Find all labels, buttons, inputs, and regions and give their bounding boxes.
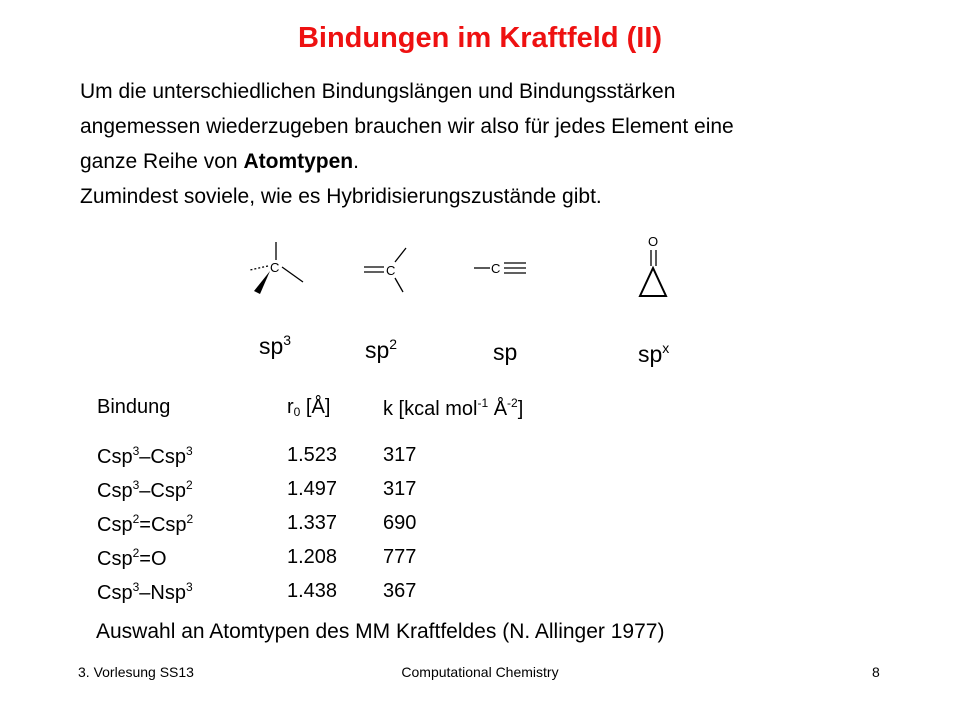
intro-line-3-post: . — [353, 150, 359, 173]
row-r0: 1.208 — [287, 546, 338, 568]
header-bond: Bindung — [97, 396, 171, 418]
slide-title: Bindungen im Kraftfeld (II) — [297, 22, 663, 54]
row-k: 690 — [383, 512, 417, 534]
intro-line-1: Um die unterschiedlichen Bindungslängen und Bindungsstärken — [80, 80, 676, 103]
intro-line-3 — [80, 144, 900, 179]
intro-line-4: Zumindest soviele, wie es Hybridisierungszustände gibt. — [80, 185, 602, 208]
row-r0: 1.438 — [287, 580, 338, 602]
sp2-atom-label: C — [386, 263, 396, 278]
sp2-carbon-structure — [360, 244, 414, 296]
row-r0: 1.523 — [287, 444, 338, 466]
row-r0: 1.337 — [287, 512, 338, 534]
row-k: 317 — [383, 478, 417, 500]
row-bond: Csp$^3$–Nsp$^3$ — [97, 580, 193, 604]
intro-text — [80, 74, 900, 214]
row-bond: Csp$^2$=Csp$^2$ — [97, 512, 194, 536]
row-bond: Csp$^3$–Csp$^3$ — [97, 444, 193, 468]
sp3-atom-label: C — [270, 260, 280, 275]
row-r0: 1.497 — [287, 478, 338, 500]
row-bond: Csp$^3$–Csp$^2$ — [97, 478, 193, 502]
header-k: k [kcal mol$^{-1}$ $Å^{-2}$] — [383, 396, 524, 420]
hybridization-label-sp: sp — [493, 339, 518, 365]
oxygen-atom-label: O — [648, 234, 659, 249]
atomtypen-term: Atomtypen — [243, 150, 354, 173]
sp-carbon-structure — [470, 256, 530, 280]
table-caption: Auswahl an Atomtypen des MM Kraftfeldes (N. Allinger 1977) — [96, 620, 665, 643]
hybridization-label-spx: $sp^x$ — [638, 340, 670, 367]
row-k: 367 — [383, 580, 417, 602]
cyclopropanone-structure — [630, 230, 680, 302]
footer-course: Computational Chemistry — [401, 664, 559, 680]
hybridization-label-sp3: $sp^3$ — [259, 332, 292, 359]
footer-page-number: 8 — [872, 664, 880, 680]
hybridization-label-sp2: $sp^2$ — [365, 336, 398, 363]
header-r0: $r_0$ [Å] — [287, 396, 331, 419]
intro-line-3-pre: ganze Reihe von — [80, 150, 244, 173]
intro-line-2: angemessen wiederzugeben brauchen wir also für jedes Element eine — [80, 115, 734, 138]
sp3-carbon-structure — [236, 236, 312, 298]
footer-lecture: 3. Vorlesung SS13 — [78, 664, 194, 680]
row-k: 317 — [383, 444, 417, 466]
row-k: 777 — [383, 546, 417, 568]
row-bond: Csp$^2$=O — [97, 546, 167, 570]
sp-atom-label: C — [491, 261, 501, 276]
